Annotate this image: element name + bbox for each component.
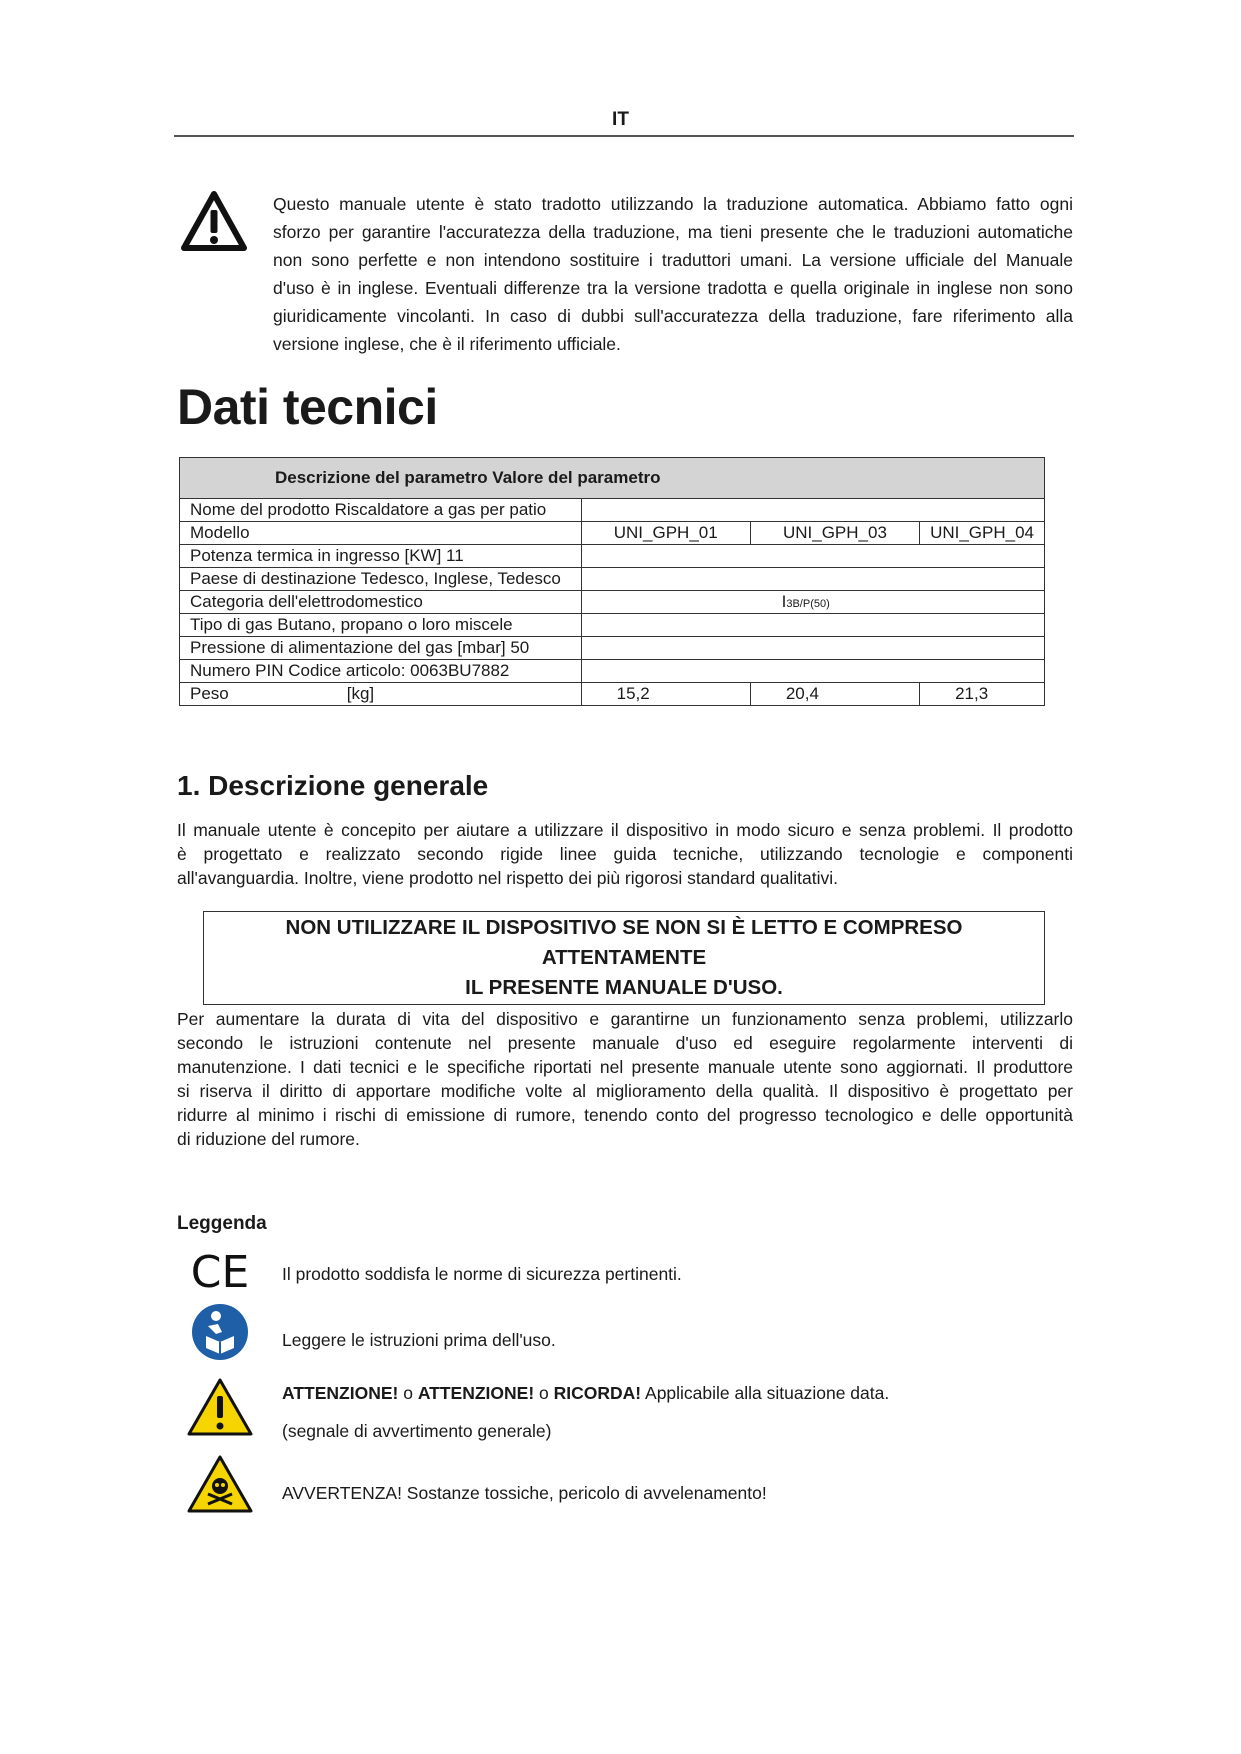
table-row [180,522,1045,545]
paragraph-line: si riserva il diritto di apportare modifiche volte al miglioramento della qualità. Il dispositivo è progettato per [177,1081,1073,1101]
weight-unit: [kg] [346,684,375,703]
table-row [180,660,1045,683]
table-row [180,591,1045,614]
product-name-cell: Nome del prodotto Riscaldatore a gas per patio [180,499,582,522]
translation-notice [273,190,1073,358]
weight-label-cell [180,683,582,706]
weight-cell: 21,3 [920,683,1045,706]
weight-cell: 15,2 [581,683,750,706]
empty-cell [581,637,1044,660]
weight-cell: 20,4 [750,683,919,706]
caution-rest: Applicabile alla situazione data. [641,1383,890,1403]
table-row [180,683,1045,706]
paragraph-line: secondo le istruzioni contenute nel presente manuale d'uso ed eseguire regolarmente interventi di [177,1033,1073,1053]
weight-label: Peso [190,684,229,703]
intro-paragraph [177,818,1073,890]
toxic-warning-icon [186,1454,254,1514]
or-word: o [398,1383,418,1403]
pin-cell: Numero PIN Codice articolo: 0063BU7882 [180,660,582,683]
notice-line: sforzo per garantire l'accuratezza della traduzione, ma tieni presente che le traduzioni automatiche [273,222,1073,242]
paragraph-line: di riduzione del rumore. [177,1129,360,1149]
empty-cell [581,660,1044,683]
notice-line: versione inglese, che è il riferimento ufficiale. [273,334,621,354]
technical-data-table [179,457,1045,706]
legend-title: Leggenda [177,1213,267,1234]
category-symbol: I [781,592,787,611]
empty-cell [581,568,1044,591]
paragraph-line: all'avanguardia. Inoltre, viene prodotto nel rispetto dei più rigorosi standard qualitativi. [177,868,838,888]
read-manual-icon [186,1302,254,1362]
warning-box [203,911,1045,1005]
general-warning-icon [186,1377,254,1437]
paragraph-line: ridurre al minimo i rischi di emissione di rumore, tenendo conto del progresso tecnologico e delle opportunità [177,1105,1073,1125]
power-cell: Potenza termica in ingresso [KW] 11 [180,545,582,568]
header-divider [174,135,1074,137]
table-header-cell: Descrizione del parametro Valore del parametro [180,458,1045,499]
table-row [180,614,1045,637]
ce-mark-icon [186,1241,254,1301]
empty-cell [581,545,1044,568]
empty-cell [581,499,1044,522]
paragraph-line: è progettato e realizzato secondo rigide linee guida tecniche, utilizzando tecnologie e componenti [177,844,1073,864]
table-row [180,545,1045,568]
legend-manual-text: Leggere le istruzioni prima dell'uso. [282,1330,556,1350]
notice-line: Questo manuale utente è stato tradotto utilizzando la traduzione automatica. Abbiamo fatto ogni [273,194,1073,214]
language-code: IT [612,109,629,130]
or-word: o [534,1383,554,1403]
legend-caution-subtext: (segnale di avvertimento generale) [282,1421,552,1441]
warning-box-line: IL PRESENTE MANUALE D'USO. [465,976,783,999]
notice-line: non sono perfette e non intendono sostituire i traduttori umani. La versione ufficiale del Manuale [273,250,1073,270]
notice-line: d'uso è in inglese. Eventuali differenze tra la versione tradotta e quella originale in inglese non sono [273,278,1073,298]
warning-triangle-icon [180,190,248,252]
gas-type-cell: Tipo di gas Butano, propano o loro miscele [180,614,582,637]
notice-line: giuridicamente vincolanti. In caso di dubbi sull'accuratezza della traduzione, fare riferimento alla [273,306,1073,326]
gas-pressure-cell: Pressione di alimentazione del gas [mbar] 50 [180,637,582,660]
legend-toxic-text: AVVERTENZA! Sostanze tossiche, pericolo di avvelenamento! [282,1483,767,1503]
model-cell: UNI_GPH_01 [581,522,750,545]
paragraph-line: Il manuale utente è concepito per aiutare a utilizzare il dispositivo in modo sicuro e senza problemi. Il prodotto [177,820,1073,840]
paragraph-line: manutenzione. I dati tecnici e le specifiche riportati nel presente manuale utente sono aggiornati. Il produttore [177,1057,1073,1077]
caution-word: ATTENZIONE! [282,1383,399,1403]
table-row [180,637,1045,660]
model-cell: UNI_GPH_04 [920,522,1045,545]
model-label-cell: Modello [180,522,582,545]
svg-text:CE: CE [190,1247,250,1298]
table-header-row [180,458,1045,499]
model-cell: UNI_GPH_03 [750,522,919,545]
section-title: 1. Descrizione generale [177,770,489,801]
category-value-cell [581,591,1044,614]
paragraph-line: Per aumentare la durata di vita del dispositivo e garantirne un funzionamento senza problemi, utilizzarlo [177,1009,1073,1029]
legend-caution-text [282,1383,889,1404]
empty-cell [581,614,1044,637]
table-row [180,499,1045,522]
legend-ce-text: Il prodotto soddisfa le norme di sicurezza pertinenti. [282,1264,682,1284]
table-row [180,568,1045,591]
category-label-cell: Categoria dell'elettrodomestico [180,591,582,614]
category-subscript: 3B/P(50) [786,598,830,610]
warning-box-line: NON UTILIZZARE IL DISPOSITIVO SE NON SI È LETTO E COMPRESO ATTENTAMENTE [285,916,963,969]
page-title: Dati tecnici [177,379,438,435]
remember-word: RICORDA! [553,1383,642,1403]
destination-cell: Paese di destinazione Tedesco, Inglese, Tedesco [180,568,582,591]
body-paragraph [177,1007,1073,1151]
caution-word: ATTENZIONE! [417,1383,535,1403]
